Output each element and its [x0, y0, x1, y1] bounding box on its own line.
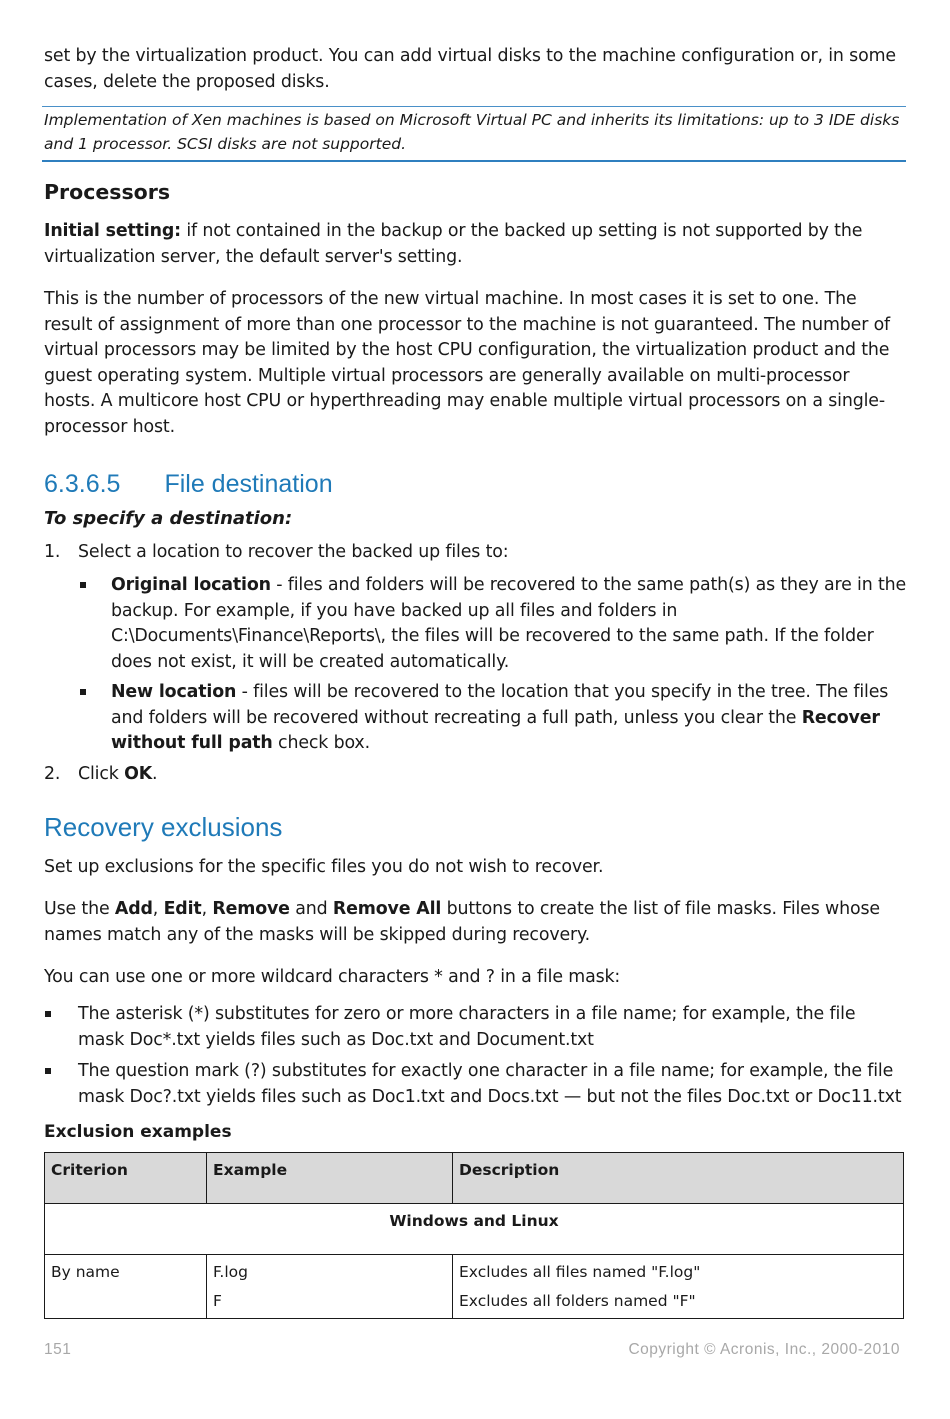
- section-title: File destination: [164, 470, 333, 498]
- bullet-icon: [45, 1011, 51, 1017]
- header-example: Example: [207, 1153, 453, 1204]
- bullet-icon: [80, 582, 86, 588]
- para2-lead: Use the: [44, 899, 115, 919]
- option-1-text: - files and folders will be recovered to the same path(s) as they are in the backup. For example, if you have backed up all files and folders in C:\Documents\Finance\Reports\, the files will be recovered to the same path. If the folder does not exist, it will be created automatically.: [111, 575, 907, 672]
- file-destination-heading: [44, 470, 904, 499]
- option-2-bold: Recover without full path: [111, 707, 880, 753]
- page-number: 151: [44, 1341, 72, 1358]
- remove-term: Remove: [212, 899, 290, 919]
- step-2-text: [78, 762, 904, 788]
- option-2-text: - files will be recovered to the location that you specify in the tree. The files and folders will be recovered without recreating a full path, unless you clear the: [111, 682, 889, 728]
- option-1-label: Original location: [111, 575, 271, 595]
- step-2-tail: .: [152, 764, 158, 784]
- option-new-location: [111, 680, 911, 757]
- group-label: Windows and Linux: [45, 1204, 904, 1255]
- note-box: [42, 106, 906, 162]
- bullet-icon: [80, 689, 86, 695]
- procedure-title: To specify a destination:: [44, 508, 293, 529]
- cell-examples: [207, 1255, 453, 1319]
- step-1-number: 1.: [44, 542, 61, 562]
- header-criterion: Criterion: [45, 1153, 207, 1204]
- exclusion-examples-table: [44, 1152, 904, 1319]
- bullet-1-text: The asterisk (*) substitutes for zero or more characters in a file name; for example, the file mask Doc*.txt yields files such as Doc.txt and Document.txt: [78, 1004, 856, 1050]
- header-description: Description: [453, 1153, 904, 1204]
- processors-heading: Processors: [44, 180, 171, 204]
- processors-initial-setting: [44, 219, 904, 270]
- cell-criterion: By name: [45, 1255, 207, 1319]
- example-folder: F: [213, 1292, 222, 1310]
- bullet-question-mark: [78, 1059, 904, 1110]
- note-text: Implementation of Xen machines is based on Microsoft Virtual PC and inherits its limitations: up to 3 IDE disks and 1 processor. SCSI disks are not supported.: [44, 111, 900, 153]
- step-2-number: 2.: [44, 764, 61, 784]
- section-number: 6.3.6.5: [44, 470, 121, 498]
- option-2-tail: check box.: [272, 733, 370, 753]
- exclusion-examples-heading: Exclusion examples: [44, 1122, 232, 1142]
- edit-term: Edit: [163, 899, 202, 919]
- para2-tail: buttons to create the list of file masks. Files whose names match any of the masks will be skipped during recovery.: [44, 899, 880, 945]
- table-group-row: [45, 1204, 904, 1255]
- processors-body: This is the number of processors of the new virtual machine. In most cases it is set to one. The result of assignment of more than one processor to the machine is not guaranteed. The number of virtual processors may be limited by the host CPU configuration, the virtualization product and the guest operating system. Multiple virtual processors are generally available on multi-processor hosts. A multicore host CPU or hyperthreading may enable multiple virtual processors on a single-processor host.: [44, 289, 891, 437]
- initial-setting-label: Initial setting:: [44, 221, 181, 241]
- bullet-2-text: The question mark (?) substitutes for exactly one character in a file name; for example, the file mask Doc?.txt yields files such as Doc1.txt and Docs.txt — but not the files Doc.txt or Doc11.txt: [78, 1061, 902, 1107]
- remove-all-term: Remove All: [332, 899, 442, 919]
- step-1-text: Select a location to recover the backed up files to:: [78, 542, 509, 562]
- option-original-location: [111, 573, 911, 675]
- table-header-row: [45, 1153, 904, 1204]
- initial-setting-text: if not contained in the backup or the backed up setting is not supported by the virtualization server, the default server's setting.: [44, 221, 863, 267]
- option-2-label: New location: [111, 682, 237, 702]
- step-2-lead: Click: [78, 764, 125, 784]
- add-term: Add: [114, 899, 153, 919]
- description-file: Excludes all files named "F.log": [459, 1263, 701, 1281]
- exclusions-para-1: Set up exclusions for the specific files you do not wish to recover.: [44, 857, 604, 877]
- step-2-ok: OK: [124, 764, 153, 784]
- table-row: [45, 1255, 904, 1319]
- exclusions-para-3: You can use one or more wildcard characters * and ? in a file mask:: [44, 967, 621, 987]
- description-folder: Excludes all folders named "F": [459, 1292, 696, 1310]
- recovery-exclusions-heading: Recovery exclusions: [44, 812, 283, 842]
- bullet-icon: [45, 1068, 51, 1074]
- example-file: F.log: [213, 1263, 248, 1281]
- para2-sep: ,: [152, 899, 164, 919]
- intro-paragraph: set by the virtualization product. You can add virtual disks to the machine configuration or, in some cases, delete the proposed disks.: [44, 46, 896, 92]
- cell-descriptions: [453, 1255, 904, 1319]
- copyright-notice: Copyright © Acronis, Inc., 2000-2010: [628, 1341, 900, 1358]
- bullet-asterisk: [78, 1002, 904, 1053]
- exclusions-para-2: [44, 897, 904, 948]
- para2-sep: ,: [201, 899, 213, 919]
- para2-and: and: [289, 899, 333, 919]
